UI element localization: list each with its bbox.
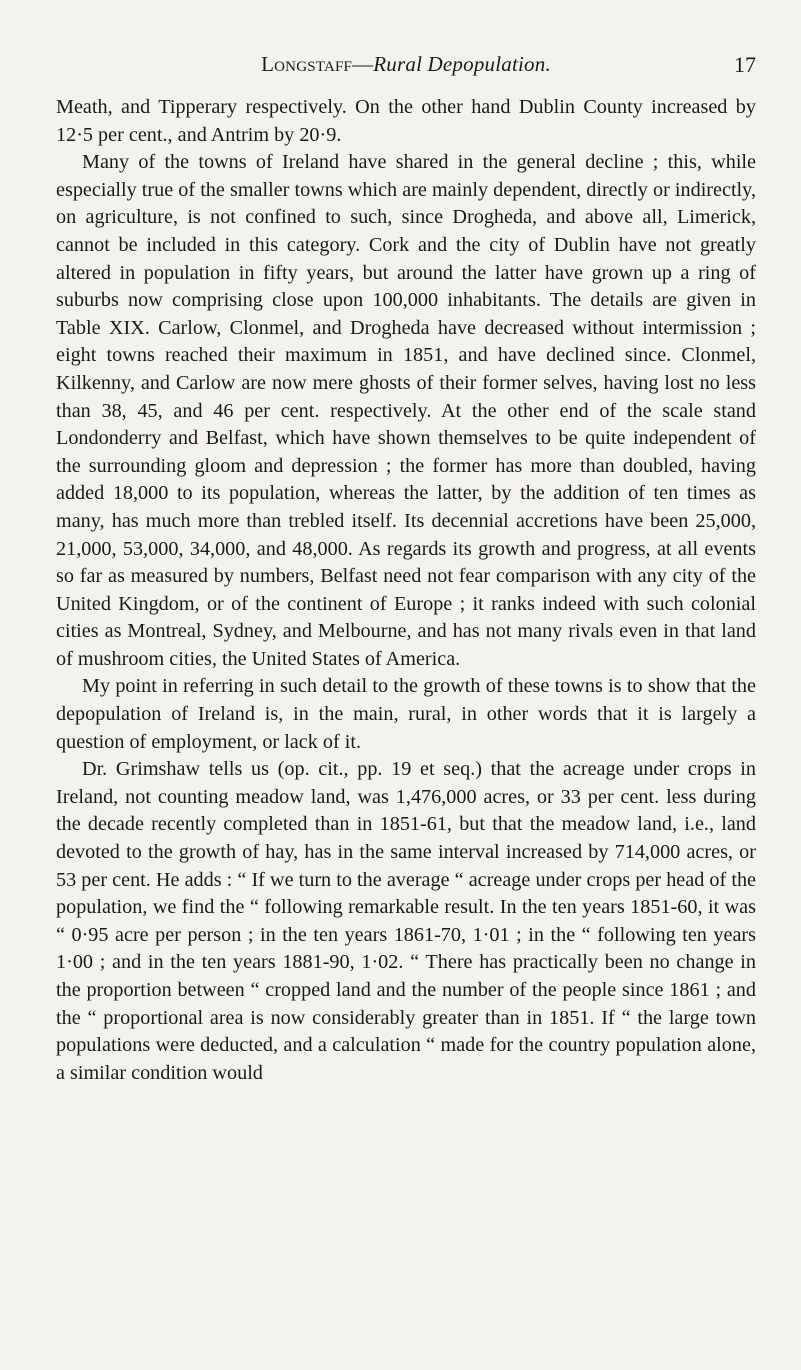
paragraph-point: My point in referring in such detail to the growth of these towns is to show that the depopulation of Ireland is, in the main, rural, in other words that it is largely a question of employment, or lack of it. [56, 675, 756, 753]
page-number: 17 [734, 52, 756, 77]
paragraph-grimshaw: Dr. Grimshaw tells us (op. cit., pp. 19 et seq.) that the acreage under crops in Ireland, not counting meadow land, was 1,476,000 acres, or 33 per cent. less during the decade recently completed than in 1851-61, but that the meadow land, i.e., land devoted to the growth of hay, has in the same interval increased by 714,000 acres, or 53 per cent. He adds : “ If we turn to the average “ acreage under crops per head of the population, we find the “ following remarkable result. In the ten years 1851-60, it was “ 0·95 acre per person ; in the ten years 1861-70, 1·01 ; in the “ following ten years 1·00 ; and in the ten years 1881-90, 1·02. “ There has practically been no change in the proportion between “ cropped land and the number of the people since 1861 ; and the “ proportional area is now considerably greater than in 1851. If “ the large town populations were deducted, and a calculation “ made for the country population alone, a similar condition would [56, 758, 756, 1084]
paragraph-continuation: Meath, and Tipperary respectively. On the other hand Dublin County increased by 12·5 per cent., and Antrim by 20·9. [56, 96, 756, 146]
book-page [56, 52, 756, 1087]
body-text [56, 94, 756, 1087]
running-title [56, 52, 756, 77]
running-head-subject: Rural Depopulation. [373, 52, 551, 76]
running-head [56, 52, 756, 82]
paragraph-towns: Many of the towns of Ireland have shared in the general decline ; this, while especially true of the smaller towns which are mainly dependent, directly or indirectly, on agriculture, is not confined to such, since Drogheda, and above all, Limerick, cannot be included in this category. Cork and the city of Dublin have not greatly altered in population in fifty years, but around the latter have grown up a ring of suburbs now comprising close upon 100,000 inhabitants. The details are given in Table XIX. Carlow, Clonmel, and Drogheda have decreased without intermission ; eight towns reached their maximum in 1851, and have declined since. Clonmel, Kilkenny, and Carlow are now mere ghosts of their former selves, having lost no less than 38, 45, and 46 per cent. respectively. At the other end of the scale stand Londonderry and Belfast, which have shown themselves to be quite independent of the surrounding gloom and depression ; the former has more than doubled, having added 18,000 to its population, whereas the latter, by the addition of ten times as many, has much more than trebled itself. Its decennial accretions have been 25,000, 21,000, 53,000, 34,000, and 48,000. As regards its growth and progress, at all events so far as measured by numbers, Belfast need not fear comparison with any city of the United Kingdom, or of the continent of Europe ; it ranks indeed with such colonial cities as Montreal, Sydney, and Melbourne, and has not many rivals even in that land of mushroom cities, the United States of America. [56, 151, 756, 670]
running-head-separator: — [352, 52, 374, 76]
running-head-author: Longstaff [261, 52, 353, 76]
